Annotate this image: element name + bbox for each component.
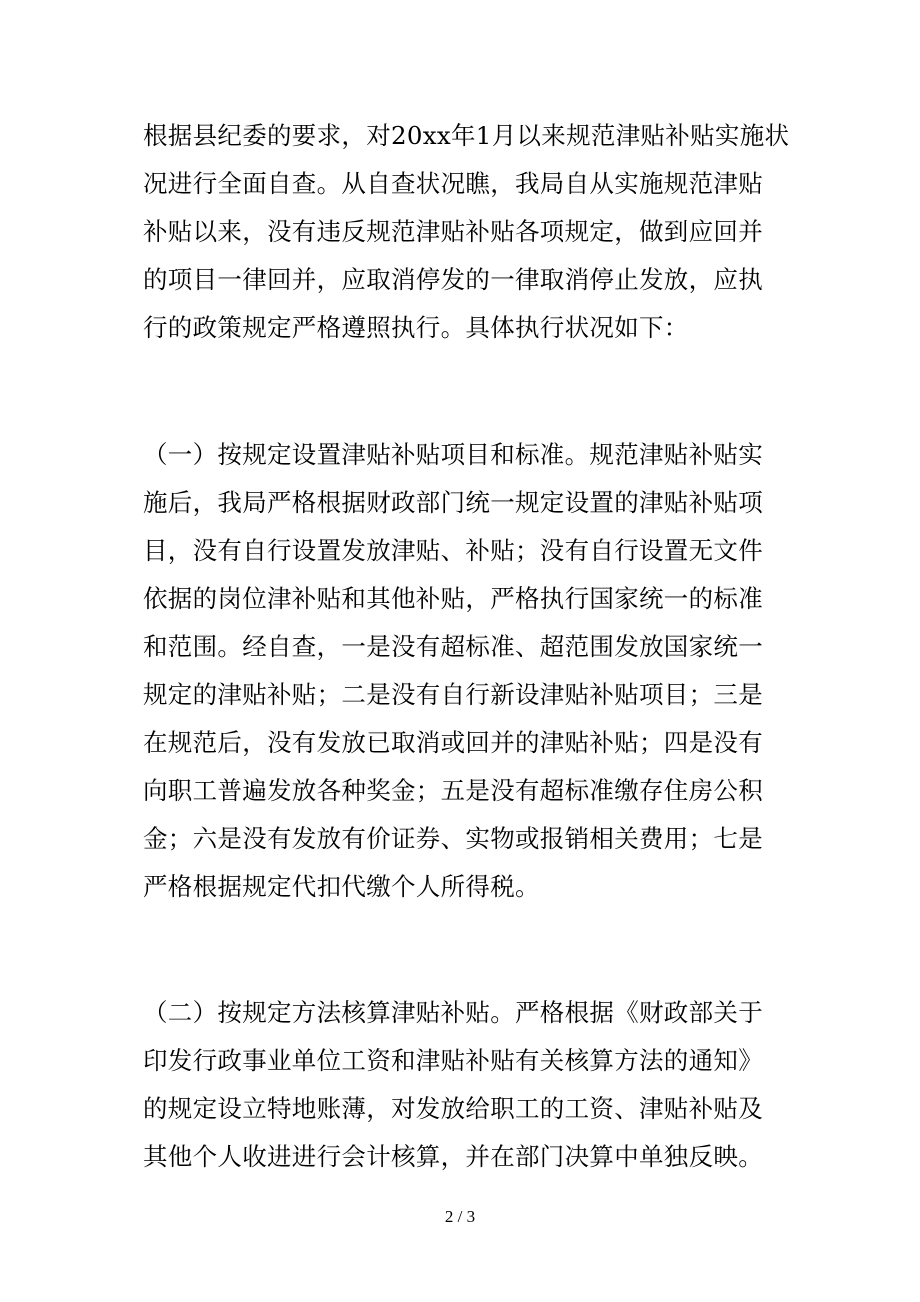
text-line: 金；六是没有发放有价证券、实物或报销相关费用；七是	[143, 824, 763, 853]
text-line: 况进行全面自查。从自查状况瞧，我局自从实施规范津贴	[143, 169, 763, 198]
text-line: （一）按规定设置津贴补贴项目和标准。规范津贴补贴实	[143, 440, 763, 469]
text-line: 行的政策规定严格遵照执行。具体执行状况如下：	[143, 313, 689, 342]
text-line: 目，没有自行设置发放津贴、补贴；没有自行设置无文件	[143, 536, 763, 565]
text-line: 的项目一律回并，应取消停发的一律取消停止发放，应执	[143, 265, 763, 294]
text-line: 印发行政事业单位工资和津贴补贴有关核算方法的通知》	[143, 1046, 763, 1075]
text-line: 和范围。经自查，一是没有超标准、超范围发放国家统一	[143, 632, 763, 661]
text-line: 依据的岗位津补贴和其他补贴，严格执行国家统一的标准	[143, 584, 763, 613]
text-line: 施后，我局严格根据财政部门统一规定设置的津贴补贴项	[143, 488, 763, 517]
text-line: 补贴以来，没有违反规范津贴补贴各项规定，做到应回并	[143, 217, 763, 246]
text-line: 向职工普遍发放各种奖金；五是没有超标准缴存住房公积	[143, 776, 763, 805]
text-line: 规定的津贴补贴；二是没有自行新设津贴补贴项目；三是	[143, 680, 763, 709]
text-line: 严格根据规定代扣代缴个人所得税。	[143, 872, 540, 901]
text-line: （二）按规定方法核算津贴补贴。严格根据《财政部关于	[143, 998, 763, 1027]
text-line: 其他个人收进进行会计核算，并在部门决算中单独反映。	[143, 1142, 763, 1171]
text-line: 在规范后，没有发放已取消或回并的津贴补贴；四是没有	[143, 728, 763, 757]
text-line: 的规定设立特地账薄，对发放给职工的工资、津贴补贴及	[143, 1094, 763, 1123]
page-number: 2 / 3	[444, 1207, 476, 1226]
text-line: 根据县纪委的要求，对20xx年1月以来规范津贴补贴实施状	[143, 121, 790, 150]
